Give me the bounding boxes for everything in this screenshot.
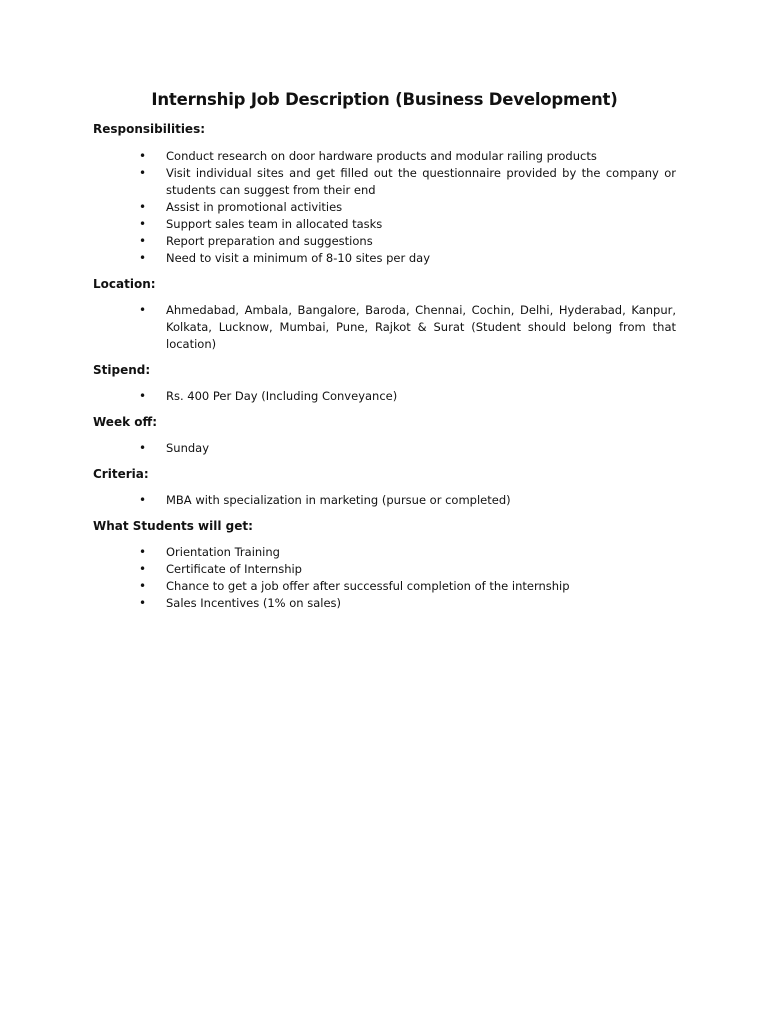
section-criteria <box>93 466 676 509</box>
bullet-icon: • <box>139 441 147 455</box>
section-heading: Location: <box>93 277 156 291</box>
section-stipend <box>93 362 676 405</box>
bullet-list <box>93 302 676 353</box>
section-heading: What Students will get: <box>93 519 253 533</box>
section-responsibilities <box>93 121 676 267</box>
section-location <box>93 276 676 353</box>
list-item: • Ahmedabad, Ambala, Bangalore, Baroda, Chennai, Cochin, Delhi, Hyderabad, Kanpur, Kolkata, Lucknow, Mumbai, Pune, Rajkot & Surat (Student should belong from that location) <box>139 303 676 351</box>
list-item: • Rs. 400 Per Day (Including Conveyance) <box>139 389 398 403</box>
list-item: • Need to visit a minimum of 8-10 sites per day <box>139 251 431 265</box>
bullet-icon: • <box>139 251 147 265</box>
bullet-icon: • <box>139 217 147 231</box>
list-item: • Certificate of Internship <box>139 562 302 576</box>
list-item: • Sales Incentives (1% on sales) <box>139 596 342 610</box>
section-heading: Responsibilities: <box>93 122 206 136</box>
list-item: • Sunday <box>139 441 210 455</box>
bullet-list <box>93 492 676 509</box>
list-item: • Chance to get a job offer after successful completion of the internship <box>139 579 570 593</box>
document-title: Internship Job Description (Business Development) <box>151 90 618 109</box>
bullet-icon: • <box>139 303 147 317</box>
bullet-icon: • <box>139 234 147 248</box>
section-benefits <box>93 518 676 612</box>
section-heading: Criteria: <box>93 467 149 481</box>
list-item: • MBA with specialization in marketing (pursue or completed) <box>139 493 511 507</box>
list-item: • Visit individual sites and get filled out the questionnaire provided by the company or students can suggest from their end <box>139 166 676 197</box>
list-item: • Conduct research on door hardware products and modular railing products <box>139 149 597 163</box>
bullet-icon: • <box>139 149 147 163</box>
bullet-icon: • <box>139 596 147 610</box>
list-item: • Support sales team in allocated tasks <box>139 217 383 231</box>
bullet-icon: • <box>139 389 147 403</box>
list-item: • Orientation Training <box>139 545 280 559</box>
bullet-list <box>93 148 676 267</box>
section-heading: Stipend: <box>93 363 151 377</box>
bullet-icon: • <box>139 493 147 507</box>
bullet-icon: • <box>139 545 147 559</box>
section-week-off <box>93 414 676 457</box>
list-item: • Assist in promotional activities <box>139 200 343 214</box>
bullet-list <box>93 388 676 405</box>
bullet-icon: • <box>139 562 147 576</box>
document-page <box>93 87 676 612</box>
bullet-list <box>93 544 676 612</box>
bullet-list <box>93 440 676 457</box>
bullet-icon: • <box>139 166 147 180</box>
section-heading: Week off: <box>93 415 158 429</box>
bullet-icon: • <box>139 579 147 593</box>
list-item: • Report preparation and suggestions <box>139 234 373 248</box>
bullet-icon: • <box>139 200 147 214</box>
